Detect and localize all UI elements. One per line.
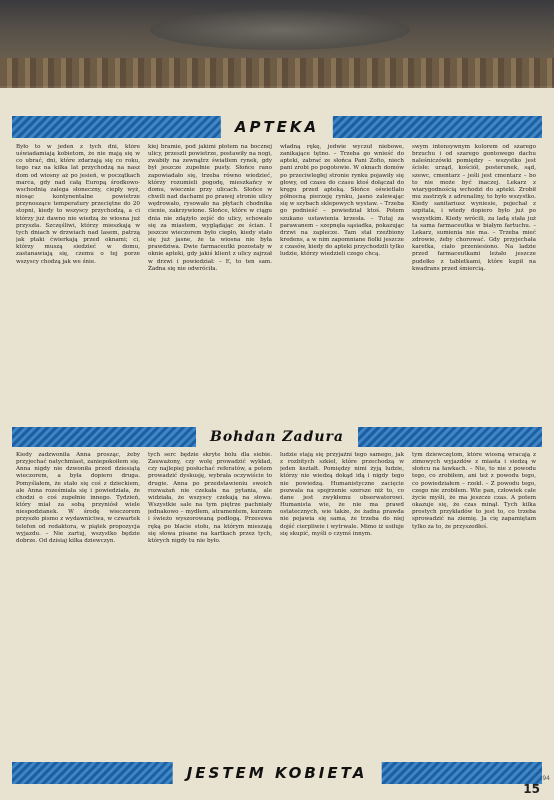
text-column [16, 144, 140, 420]
photo-ground [0, 58, 554, 88]
header-photo [0, 0, 554, 86]
section-title: APTEKA [221, 116, 333, 138]
section-title-bar [12, 116, 542, 138]
paragraph: Było to w jeden z tych dni, które uświadamiają kobietom, że nie mają się w co ubrać, dni, które zdarzają się co roku, tego raz na kilka lat przychodzą na nasz dom od wiosny aż po jesień, w początkach marca, gdy nad całą Europą środkowo-wschodnią zalega słoneczny, ciepły wyż, niosąc kontynentalne powietrze przynoszące temperatury przeciętne do 20 stopni, kiedy to wszyscy przychodzą, a ci którzy już dawno nie wiedzą że wiosna już przyszła. Szczęśliwi, którzy mieszkają w tych dniach w drzwiach nad lasem, patrzą jak ptaki ćwierkają przed oknami; ci, którzy muszą siedzieć w domu, zastanawiają się, czemu o tej porze wszyscy chodzą jak we śnie. [16, 144, 140, 265]
text-column [16, 452, 140, 755]
paragraph: władną rękę, jedwie wyczuł niebowe, zanikające tętno. – Trzeba go wnieść do apteki, zabrać ze słońca Pani Zofio, niech pani zrobi po pogotowie. W oknach domów po przeciwległej stronie rynku pojawiły się głowy, od czasu do czasu ktoś dołączał do kręgu przed apteką. Słońce oświetlało północną pierzeję rynku, jasno zalewając się w szybach sklepowych wystaw. – Trzeba go podnieść – powiedział ktoś. Potem szukano ustawienia krzesła. – Tutaj za parawanem – szepnęła sąsiadka, pokazując drzwi na zaplecze. Tam stał rzeźbiony kredens, a w nim zapomniane fiolki jeszcze z czasów, kiedy do apteki przychodzili tylko ludzie, którzy wiedzieli czego chcą. [280, 144, 404, 258]
text-column [148, 452, 272, 755]
photo-shadow [150, 10, 410, 50]
paragraph: Kiedy zadzwoniła Anna prosząc, żeby przyjechać natychmiast, zaniepokoiłem się. Anna nigdy nie dzwoniła przed dziesiątą wieczorem, a była dopiero druga. Pomyślałem, że stało się coś z dzieckiem, ale Anna roześmiała się i powiedziała, że chodzi o coś zupełnie innego. Tydzień, który miał za sobą przyniósł wiele niespodzianek. W środę wieczorem przyszło pismo z wydawnictwa, w czwartek telefon od redaktora, w piątek propozycja wyjazdu. – Nie zartuj, wszystko będzie dobrze. Od dzisiaj kilka dziewczyn. [16, 452, 140, 544]
author-name: Bohdan Zadura [196, 427, 358, 447]
author-bar [12, 427, 542, 447]
section-title: JESTEM KOBIETA [173, 762, 382, 784]
paragraph: kiej bramie, pod jakimi płotem na bocznej ulicy, przeszli powietrze, postawiły na nogi, zwabiły na zewnątrz światłem rynek, gdy był jeszcze zupełnie pusty. Słońce rano zapowiadało się, trzeba równo wiedzieć, którzy rozumieli pogodę, mieszkańcy w domu, wiecznie przy ulicach. Słońce w chwili nad dachami po prawej stronie ulicy wędrowało, rysowało na płytach chodnika cienie, zakrzywione. Słońce, które w ciągu dnia nie zdążyło zejść do ulicy, schowało się za miastem, wyglądając ze ścian. I jeszcze wieczorem było ciepło, kiedy stało się już jasne, że ta wiosna nie była prawdziwa. Dwie farmaceutki pozostały w oknie apteki, gdy jakiś klient z ulicy zajrzał w drzwi i powiedział: – E, to ten sam. Żadna się nie odwróciła. [148, 144, 272, 272]
story-zadura [16, 452, 536, 755]
page-number: 15 [523, 782, 540, 796]
paragraph: swym intensywnym kolorem od szarego brzuchu i od szarego gontowego dachu naleśniczówki pomiędzy – wszystko jest ścisłe: urząd, kościół, posterunek, sąd, szewc, cmentarz – jeśli jest cmentarz – bo to nie może być inaczej. Lekarz z wiarygodnością wchodzi do apteki. Zrobił mu zastrzyk z adrenaliny, to było wszystko. Kiedy sanitariusz wyniesie, pojechał z szpitala, i wtedy dopiero było już po wszystkim. Kiedy wrócili, za ladą stała już ta sama farmaceutka w białym fartuchu. – Lekarz, sumienia nie ma. – Trzeba mieć zdrowie, żeby chorować. Gdy przyjechała karetka, ciało przeniesiono. Na ladzie przed farmaceutkami leżało jeszcze pudełko z tabletkami, które kupił na kwadrans przed śmiercią. [412, 144, 536, 272]
paragraph: tym dziewczętom, które wiosną wracają z zimowych wyjazdów z miasta i siedzą w słońcu na ławkach. – Nie, to nie z powodu tego, co zrobiłem, ani też z powodu tego, co powiedziałem – rzekł. – Z powodu tego, czego nie zrobiłem. Wie pan, człowiek całe życie myśli, że ma jeszcze czas. A potem okazuje się, że czas minął. Tych kilka prostych przykładów to jest to, co trzeba sprowadzić na ziemię. Ja cię zapamiętam tylko za to, że przyszedłeś. [412, 452, 536, 530]
text-column [412, 452, 536, 755]
story-apteka [16, 144, 536, 420]
paragraph: ludzie stają się przyjaźni tego samego, jak z rozbitych szkieł, które przechodzą w jeden kształt. Pomiędzy nimi żyją ludzie, którzy nie wiedzą dokąd idą i nigdy tego nie powiedzą. Humanistyczne zacięcie pozwala na spojrzenie szersze niż to, co dane jest zwykłemu obserwatorowi. Humanista wie, że nie ma prawd ostatecznych, wie także, że żadna prawda nie pojawia się sama, że trzeba do niej dojść cierpliwie i wytrwale. Mimo iż usiłuje się skupić, myśli o czymś innym. [280, 452, 404, 537]
margin-mark: 94 [542, 775, 550, 782]
section-title-bar [12, 762, 542, 784]
text-column [148, 144, 272, 420]
text-column [280, 144, 404, 420]
paragraph: tych serc będzie skryte bólu dla siebie. Zauważony, czy wolę prowadzić wykład, czy najlepiej posłuchać referatów, a potem prowadzić dyskusję, wybrała oczywiście to drugie. Anna po przedstawieniu swoich rozważań nie czekała na pytania, ale widziała, że wszyscy czekają na słowa. Wszystkie sale na tym piętrze pachniały jednakowo – mydłem, atramentem, kurzem i świeżo wyszorowaną podłogą. Przesuwa ręką po blacie stołu, na którym mieszają się słowa pisane na kartkach przez tych, których nigdy tu nie było. [148, 452, 272, 544]
text-column [412, 144, 536, 420]
text-column [280, 452, 404, 755]
